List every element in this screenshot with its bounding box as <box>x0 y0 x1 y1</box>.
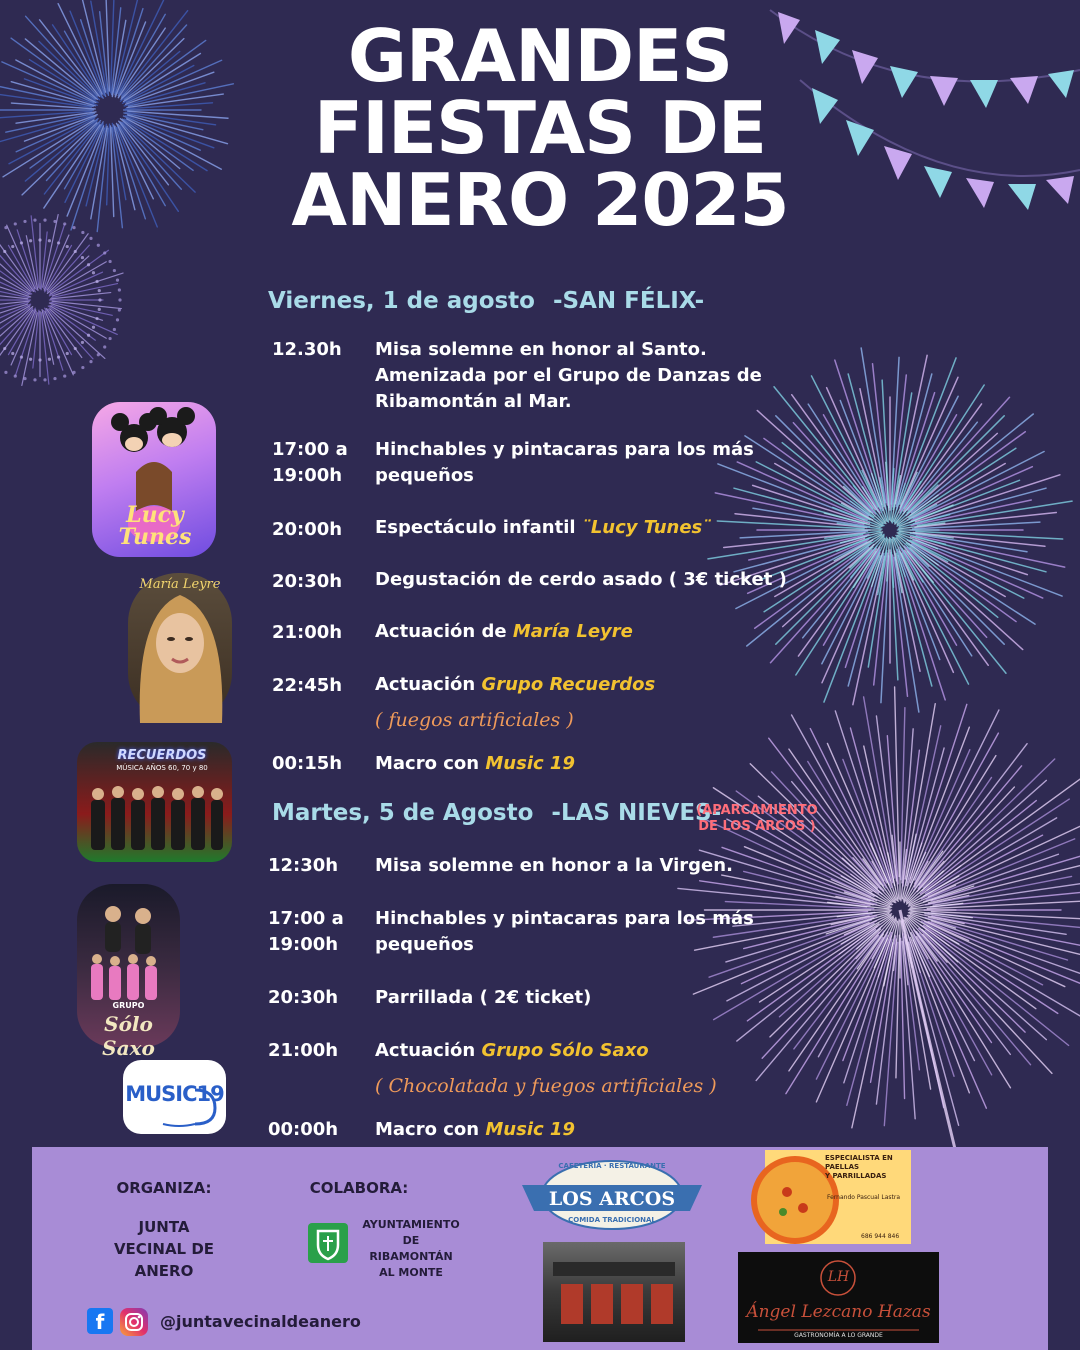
event-highlight: ¨Lucy Tunes¨ <box>581 517 712 538</box>
recuerdos-subtitle: MÚSICA AÑOS 60, 70 y 80 <box>116 764 208 772</box>
event-desc-text: Actuación <box>375 1040 476 1061</box>
los-arcos-bottom: COMIDA TRADICIONAL <box>568 1216 656 1224</box>
event-highlight: Grupo Recuerdos <box>481 674 656 695</box>
event-desc <box>375 1117 795 1143</box>
event-desc-text: Macro con <box>375 1119 480 1140</box>
collaborator-line-2: DE <box>402 1234 420 1247</box>
music19-thumbnail <box>123 1060 226 1134</box>
event-time: 20:30h <box>272 571 343 592</box>
colabora-label: COLABORA: <box>309 1179 409 1197</box>
grupo-solo-saxo-thumbnail <box>77 884 180 1060</box>
paellas-ad-phone: 686 944 846 <box>861 1233 900 1240</box>
day1-date: Viernes, 1 de agosto <box>268 288 535 314</box>
paellas-ad-line-1: ESPECIALISTA EN PAELLAS <box>825 1154 893 1171</box>
angel-lezcano-initials: LH <box>827 1269 850 1285</box>
angel-lezcano-sub: GASTRONOMÍA A LO GRANDE <box>794 1332 883 1339</box>
event-desc-text: Actuación <box>375 674 476 695</box>
singer-portrait-icon <box>128 573 232 723</box>
lucy-tunes-thumbnail <box>92 402 216 557</box>
event-highlight: Music 19 <box>485 753 575 774</box>
event-time: 21:00h <box>268 1040 339 1061</box>
paellas-ad-name: Fernando Pascual Lastra <box>827 1194 900 1201</box>
event-time: 22:45h <box>272 675 343 696</box>
paellas-ad <box>765 1150 911 1244</box>
collaborator-line-1: AYUNTAMIENTO <box>362 1218 460 1231</box>
event-desc <box>375 672 795 698</box>
organizer-name <box>94 1216 234 1282</box>
day1-saint: -SAN FÉLIX- <box>552 288 705 314</box>
event-time: 17:00 a 19:00h <box>272 439 348 486</box>
collaborator-line-4: AL MONTE <box>379 1266 443 1279</box>
event-time: 00:00h <box>268 1119 339 1140</box>
day1-header <box>268 288 704 314</box>
solo-saxo-grupo: GRUPO <box>112 1001 145 1010</box>
facebook-icon[interactable]: f <box>87 1308 113 1334</box>
event-time: 00:15h <box>272 753 343 774</box>
event-time: 12.30h <box>272 339 342 360</box>
title-line-1: GRANDES <box>347 14 733 98</box>
angel-lezcano-name: Ángel Lezcano Hazas <box>746 1302 931 1322</box>
collaborator-line-3: RIBAMONTÁN <box>369 1250 453 1263</box>
event-desc: Hinchables y pintacaras para los más pequeños <box>375 439 754 486</box>
ayuntamiento-shield-icon <box>308 1223 348 1263</box>
organizer-line-2: VECINAL DE <box>113 1240 215 1258</box>
parking-note <box>692 803 822 835</box>
event-highlight: Music 19 <box>485 1119 575 1140</box>
event-time: 21:00h <box>272 622 343 643</box>
grupo-recuerdos-thumbnail <box>77 742 232 862</box>
recuerdos-logo: RECUERDOS <box>117 748 207 763</box>
paellas-ad-line-2: Y PARRILLADAS <box>825 1172 887 1180</box>
los-arcos-top: CAFETERÍA · RESTAURANTE <box>558 1162 666 1170</box>
event-desc <box>375 1038 795 1064</box>
event-time: 12:30h <box>268 855 339 876</box>
event-desc: Hinchables y pintacaras para los más pequeños <box>375 908 754 955</box>
los-arcos-name: LOS ARCOS <box>548 1188 676 1210</box>
los-arcos-logo <box>520 1155 704 1235</box>
collaborator-name <box>354 1217 468 1281</box>
band-members-icon <box>77 742 232 862</box>
paellas-ad-title <box>825 1154 911 1181</box>
social-handle[interactable]: @juntavecinaldeanero <box>160 1312 361 1331</box>
event-desc <box>375 515 825 541</box>
organizer-line-1: JUNTA <box>138 1218 190 1236</box>
event-note: ( Chocolatada y fuegos artificiales ) <box>375 1075 717 1097</box>
maria-leyre-signature: María Leyre <box>139 577 221 592</box>
event-desc: Degustación de cerdo asado ( 3€ ticket ) <box>375 569 787 590</box>
day2-saint: -LAS NIEVES- <box>551 800 722 826</box>
event-highlight: María Leyre <box>512 621 633 642</box>
solo-saxo-logo: Sólo Saxo <box>102 1012 155 1060</box>
footer-sponsors <box>32 1147 1048 1350</box>
event-desc: Misa solemne en honor al Santo. Amenizada por el Grupo de Danzas de Ribamontán al Mar. <box>375 339 762 412</box>
page-title <box>0 14 1080 242</box>
day2-date: Martes, 5 de Agosto <box>272 800 534 826</box>
music19-logo: MUSIC19 <box>125 1082 224 1106</box>
organizer-line-3: ANERO <box>134 1262 194 1280</box>
event-desc-text: Espectáculo infantil <box>375 517 576 538</box>
event-note: ( fuegos artificiales ) <box>375 709 574 731</box>
event-desc: Parrillada ( 2€ ticket) <box>375 987 592 1008</box>
event-desc <box>375 751 795 777</box>
instagram-icon[interactable] <box>120 1308 148 1336</box>
event-desc: Misa solemne en honor a la Virgen. <box>375 855 733 876</box>
lucy-tunes-logo: Lucy Tunes <box>118 502 192 550</box>
organiza-label: ORGANIZA: <box>116 1179 212 1197</box>
event-time: 20:30h <box>268 987 339 1008</box>
parking-note-line-1: (APARCAMIENTO <box>696 803 818 818</box>
event-time: 20:00h <box>272 519 343 540</box>
parking-note-line-2: DE LOS ARCOS ) <box>698 819 816 834</box>
event-highlight: Grupo Sólo Saxo <box>481 1040 649 1061</box>
storefront-photo <box>543 1242 685 1342</box>
headphones-icon <box>123 1060 226 1134</box>
event-desc-text: Actuación de <box>375 621 507 642</box>
event-desc-text: Macro con <box>375 753 480 774</box>
title-line-2: FIESTAS DE <box>313 86 767 170</box>
title-line-3: ANERO 2025 <box>291 158 789 242</box>
event-desc <box>375 619 795 645</box>
day2-header <box>272 800 721 826</box>
event-time: 17:00 a 19:00h <box>268 908 344 955</box>
maria-leyre-thumbnail <box>128 573 232 723</box>
angel-lezcano-logo <box>738 1252 939 1343</box>
